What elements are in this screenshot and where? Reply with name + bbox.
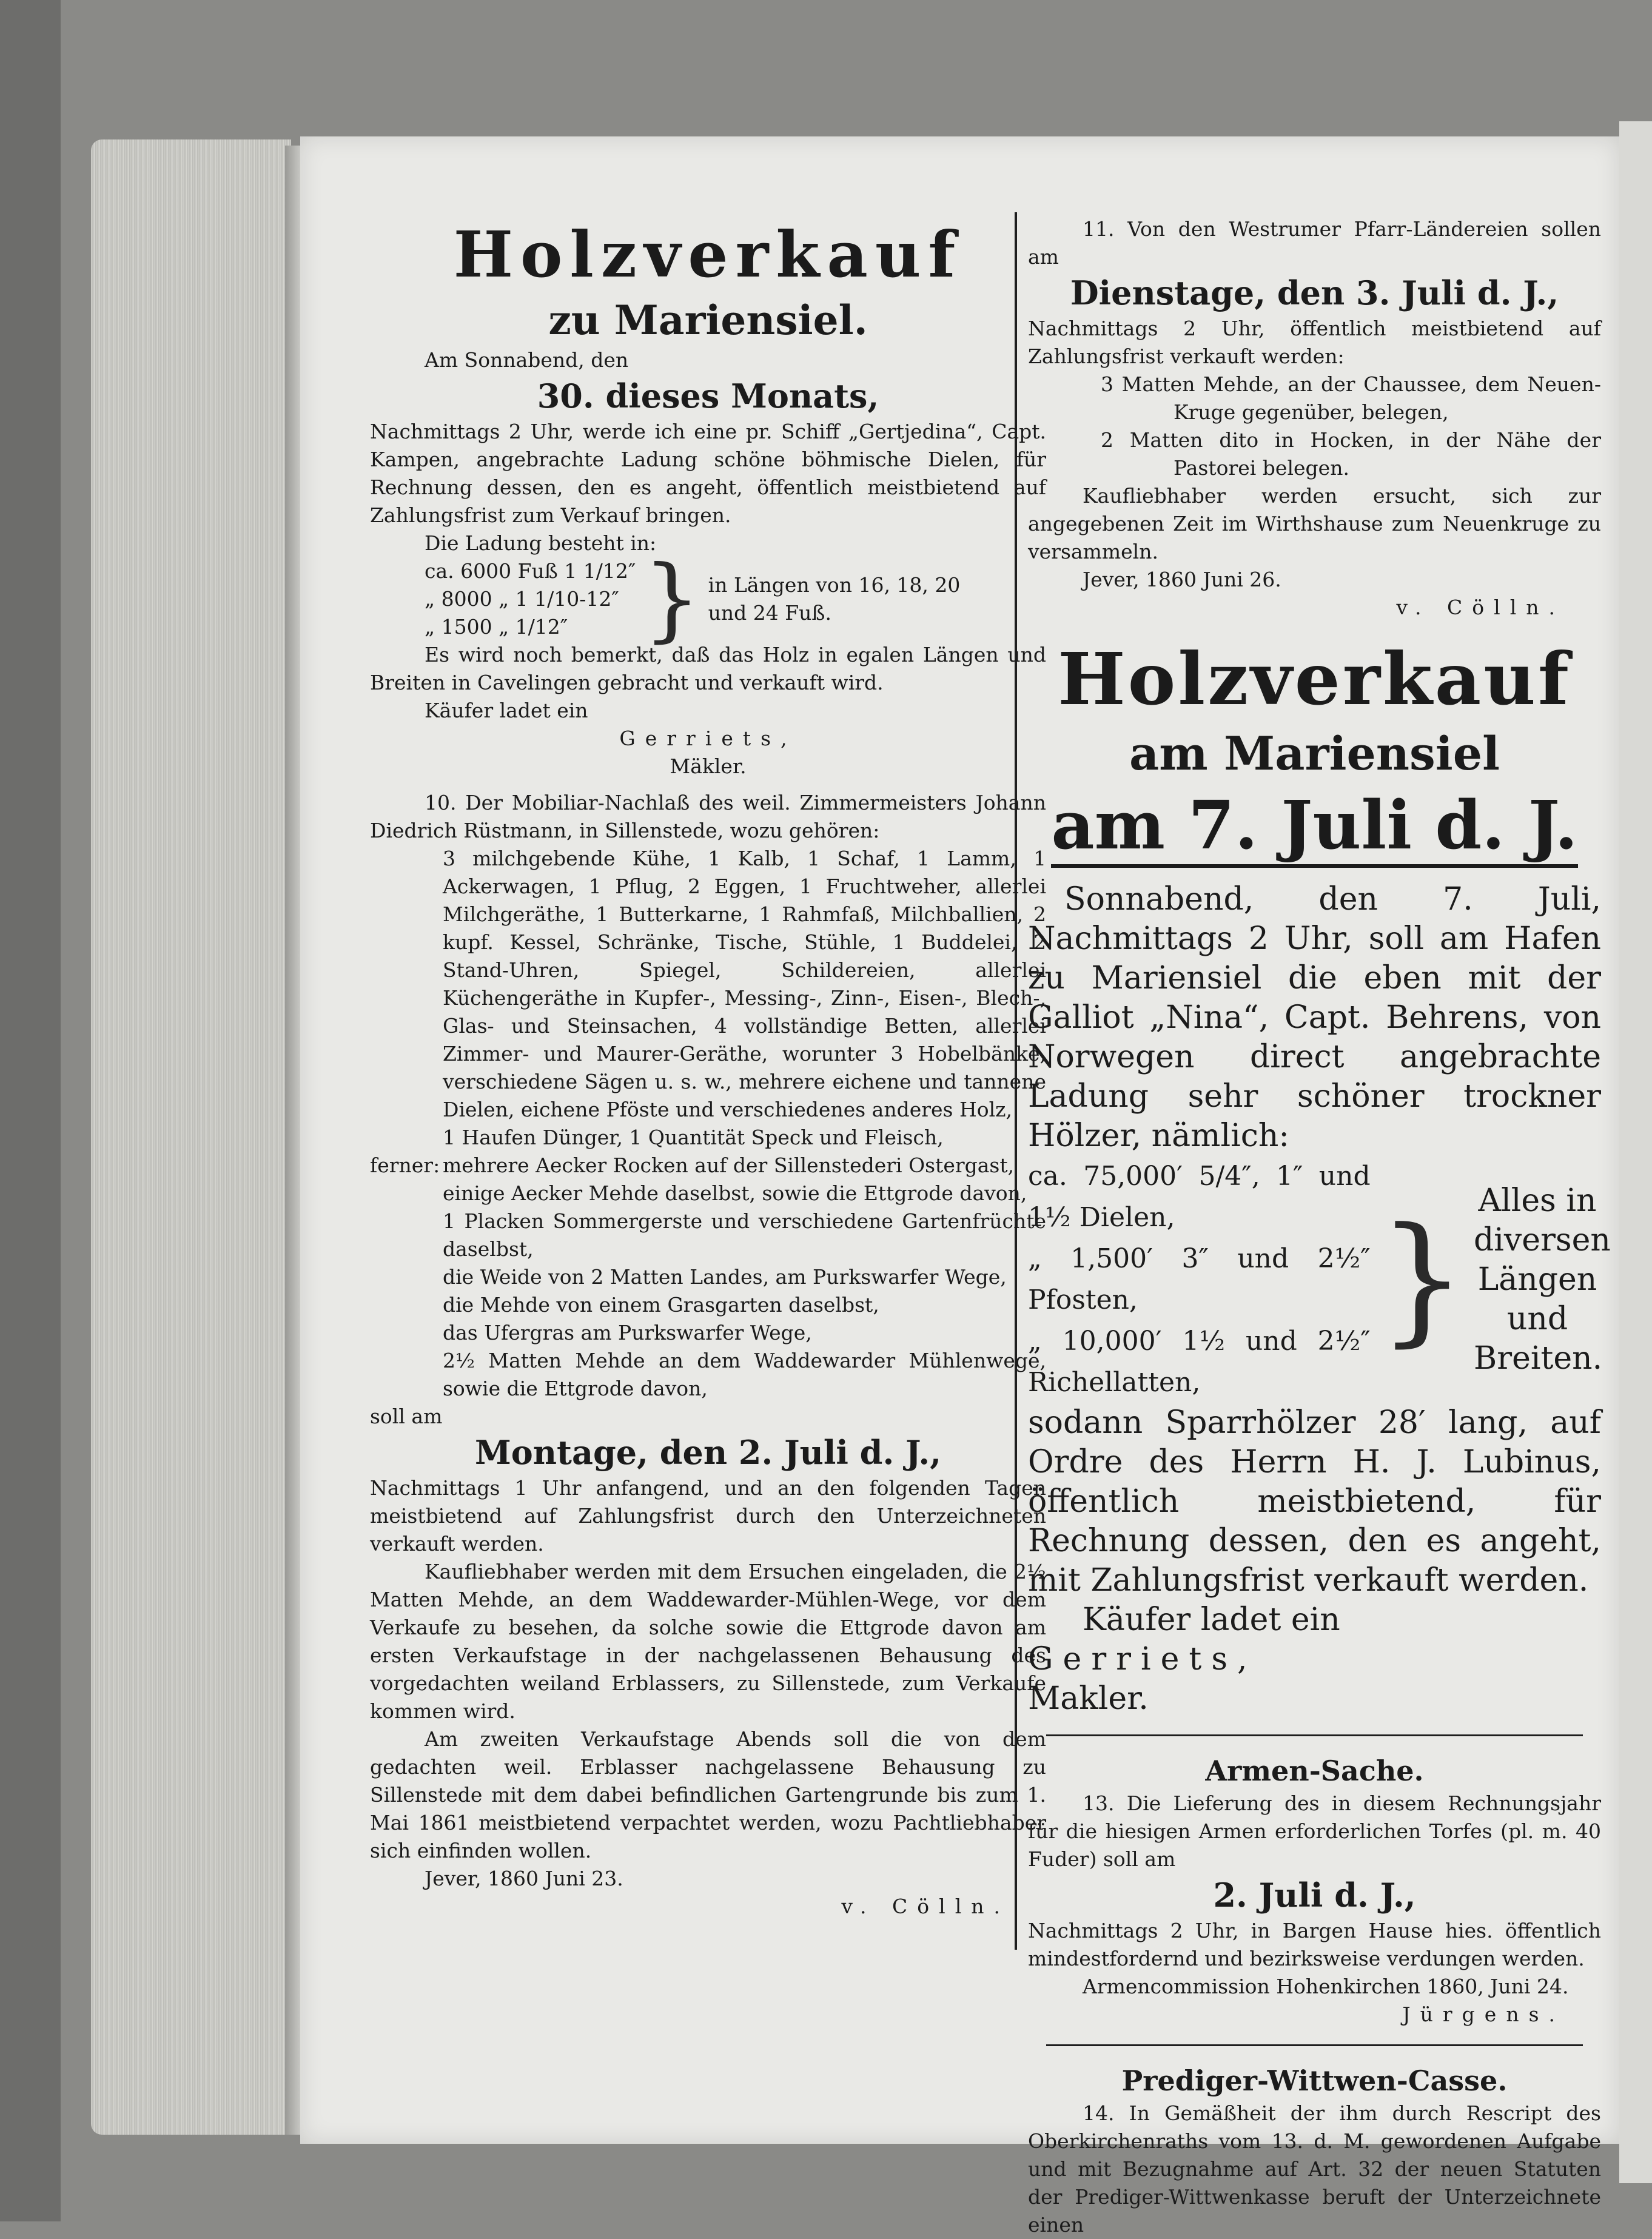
- ferner-items: [443, 1152, 1046, 1403]
- buyer-line: Käufer ladet ein: [425, 699, 588, 722]
- ad-wood-lines: [1028, 1156, 1371, 1403]
- ad-subtitle-2: am Mariensiel: [1129, 727, 1500, 780]
- ad-date: [1028, 783, 1601, 868]
- sale-date: 30. dieses Monats,: [537, 377, 879, 415]
- cargo-intro: Die Ladung besteht in:: [425, 531, 657, 555]
- section-title-armen: Armen-Sache.: [1205, 1754, 1424, 1787]
- list-item: mehrere Aecker Rocken auf der Sillenstederi Ostergast,: [443, 1153, 1015, 1177]
- ad-agent: Gerriets,: [1028, 1641, 1257, 1677]
- sale-date-2: Montage, den 2. Juli d. J.,: [475, 1433, 941, 1472]
- agent-name: Gerriets,: [619, 727, 797, 750]
- list-item: die Mehde von einem Grasgarten daselbst,: [443, 1293, 879, 1317]
- paragraph: Nachmittags 2 Uhr, in Bargen Hause hies. öffentlich mindestfordernd und bezirksweise verdungen werden.: [1028, 1919, 1601, 1970]
- paragraph: Nachmittags 2 Uhr, werde ich eine pr. Schiff „Gertjedina“, Capt. Kampen, angebrachte Ladung schöne böhmische Dielen, für Rechnung dessen, den es angeht, öffentlich meistbietend auf Zahlungsfrist zum Verkauf bringen.: [370, 420, 1046, 527]
- left-column: [370, 215, 1046, 1921]
- paragraph: Es wird noch bemerkt, daß das Holz in egalen Längen und Breiten in Cavelingen gebracht und verkauft wird.: [370, 643, 1046, 694]
- list-item: 2½ Matten Mehde an dem Waddewarder Mühlenwege, sowie die Ettgrode davon,: [443, 1349, 1046, 1400]
- ad-agent-title: Makler.: [1028, 1680, 1149, 1717]
- list-item: 2 Matten dito in Hocken, in der Nähe der Pastorei belegen.: [1101, 428, 1601, 480]
- notice-10: 10. Der Mobiliar-Nachlaß des weil. Zimmermeisters Johann Diedrich Rüstmann, in Sillenstede, wozu gehören:: [370, 791, 1046, 842]
- paragraph: Kaufliebhaber werden ersucht, sich zur angegebenen Zeit im Wirthshause zum Neuenkruge zu versammeln.: [1028, 484, 1601, 563]
- list-item: 3 Matten Mehde, an der Chaussee, dem Neuen-Kruge gegenüber, belegen,: [1101, 372, 1601, 424]
- list-item: das Ufergras am Purkswarfer Wege,: [443, 1321, 812, 1344]
- wood-line: „ 1,500′ 3″ und 2½″ Pfosten,: [1028, 1243, 1371, 1315]
- brace-glyph: }: [643, 546, 701, 652]
- book-page-edges: [91, 139, 291, 2135]
- intro-line: Am Sonnabend, den: [425, 348, 629, 372]
- soll-am: soll am: [370, 1405, 443, 1428]
- ad-wood-table: [1028, 1156, 1611, 1403]
- cargo-line: „ 1500 „ 1/12″: [425, 615, 568, 639]
- place-date: Jever, 1860 Juni 23.: [425, 1867, 623, 1890]
- right-column: [1028, 215, 1611, 2239]
- ad-paragraph: Sonnabend, den 7. Juli, Nachmittags 2 Uhr, soll am Hafen zu Mariensiel die eben mit der Galliot „Nina“, Capt. Behrens, von Norwegen direct angebrachte Ladung sehr schöner trockner Hölzer, nämlich:: [1028, 881, 1601, 1154]
- place-date: Armencommission Hohenkirchen 1860, Juni 24.: [1083, 1975, 1569, 1998]
- paragraph: Nachmittags 1 Uhr anfangend, und an den folgenden Tagen meistbietend auf Zahlungsfrist durch den Unterzeichneten verkauft werden.: [370, 1476, 1046, 1556]
- notice-13-date: 2. Juli d. J.,: [1213, 1876, 1416, 1915]
- list-item: die Weide von 2 Matten Landes, am Purkswarfer Wege,: [443, 1265, 1007, 1289]
- notice-14: 14. In Gemäßheit der ihm durch Rescript des Oberkirchenraths vom 13. d. M. gewordenen Aufgabe und mit Bezugnahme auf Art. 32 der neuen Statuten der Prediger-Wittwenkasse beruft der Unterzeichnete einen: [1028, 2101, 1601, 2237]
- sale-date-3: Dienstage, den 3. Juli d. J.,: [1070, 274, 1559, 312]
- scan-backdrop: [0, 0, 61, 2221]
- notice-10-items-2: 1 Haufen Dünger, 1 Quantität Speck und Fleisch,: [443, 1126, 944, 1149]
- ad-buyer: Käufer ladet ein: [1083, 1602, 1340, 1638]
- ferner-list: [370, 1152, 1046, 1403]
- ad-brace-text: Alles in diversen Längen und Breiten.: [1474, 1182, 1611, 1377]
- notice-10-items: 3 milchgebende Kühe, 1 Kalb, 1 Schaf, 1 Lamm, 1 Ackerwagen, 1 Pflug, 2 Eggen, 1 Fruchtweher, allerlei Milchgeräthe, 1 Butterkarne, 1 Rahmfaß, Milchballien, 2 kupf. Kessel, Schränke, Tische, Stühle, 1 Buddelei, 2 Stand-Uhren, Spiegel, Schildereien, allerlei Küchengeräthe in Kupfer-, Messing-, Zinn-, Eisen-, Blech-, Glas- und Steinsachen, 4 vollständige Betten, allerlei Zimmer- und Maurer-Geräthe, worunter 3 Hobelbänke, verschiedene Sägen u. s. w., mehrere eichene und tannene Dielen, eichene Pföste und verschiedenes anderes Holz,: [443, 847, 1046, 1121]
- section-title-prediger: Prediger-Wittwen-Casse.: [1121, 2064, 1508, 2097]
- divider: [1046, 2044, 1583, 2046]
- divider: [1046, 1734, 1583, 1736]
- ad-title-holzverkauf-2: Holzverkauf: [1058, 637, 1571, 721]
- paragraph: Nachmittags 2 Uhr, öffentlich meistbietend auf Zahlungsfrist verkauft werden:: [1028, 317, 1601, 368]
- ad-paragraph-2: sodann Sparrhölzer 28′ lang, auf Ordre des Herrn H. J. Lubinus, öffentlich meistbietend, für Rechnung dessen, den es angeht, mit Zahlungsfrist verkauft werden.: [1028, 1405, 1601, 1599]
- paragraph: Am zweiten Verkaufstage Abends soll die von dem gedachten weil. Erblasser nachgelassene Behausung zu Sillenstede mit dem dabei befindlichen Gartengrunde bis zum 1. Mai 1861 meistbietend verpachtet werden, wozu Pachtliebhaber sich einfinden wollen.: [370, 1727, 1046, 1862]
- ad-subtitle: zu Mariensiel.: [548, 297, 868, 344]
- ad-date-text: am 7. Juli d. J.: [1051, 786, 1577, 868]
- signature: v. Cölln.: [1396, 596, 1565, 619]
- agent-title: Mäkler.: [670, 754, 747, 778]
- list-item: einige Aecker Mehde daselbst, sowie die Ettgrode davon,: [443, 1181, 1027, 1205]
- ad-title-holzverkauf: Holzverkauf: [453, 217, 963, 292]
- newspaper-page: [300, 136, 1619, 2237]
- place-date: Jever, 1860 Juni 26.: [1083, 568, 1281, 591]
- notice-11: 11. Von den Westrumer Pfarr-Ländereien sollen am: [1028, 217, 1601, 269]
- cargo-lines: [425, 557, 636, 641]
- notice-13: 13. Die Lieferung des in diesem Rechnungsjahr für die hiesigen Armen erforderlichen Torfes (pl. m. 40 Fuder) soll am: [1028, 1791, 1601, 1871]
- wood-line: „ 10,000′ 1½ und 2½″ Richellatten,: [1028, 1326, 1371, 1398]
- brace-glyph: }: [1377, 1198, 1466, 1360]
- signature: Jürgens.: [1402, 2002, 1565, 2026]
- wood-line: ca. 75,000′ 5/4″, 1″ und 1½ Dielen,: [1028, 1161, 1371, 1233]
- cargo-line: ca. 6000 Fuß 1 1/12″: [425, 559, 636, 583]
- cargo-table: [425, 546, 1046, 652]
- paragraph: Kaufliebhaber werden mit dem Ersuchen eingeladen, die 2½ Matten Mehde, an dem Waddewarder-Mühlen-Wege, vor dem Verkaufe zu besehen, da solche sowie die Ettgrode davon am ersten Verkaufstage in der nachgelassenen Behausung des vorgedachten weiland Erblassers, zu Sillenstede, zum Verkaufe kommen wird.: [370, 1560, 1046, 1723]
- ferner-label: ferner:: [370, 1153, 440, 1177]
- scan-right-strip: [1619, 121, 1652, 2183]
- cargo-line: „ 8000 „ 1 1/10-12″: [425, 587, 619, 611]
- signature: v. Cölln.: [841, 1895, 1010, 1918]
- list-item: 1 Placken Sommergerste und verschiedene Gartenfrüchte daselbst,: [443, 1209, 1046, 1261]
- cargo-lengths: in Längen von 16, 18, 20 und 24 Fuß.: [708, 573, 961, 625]
